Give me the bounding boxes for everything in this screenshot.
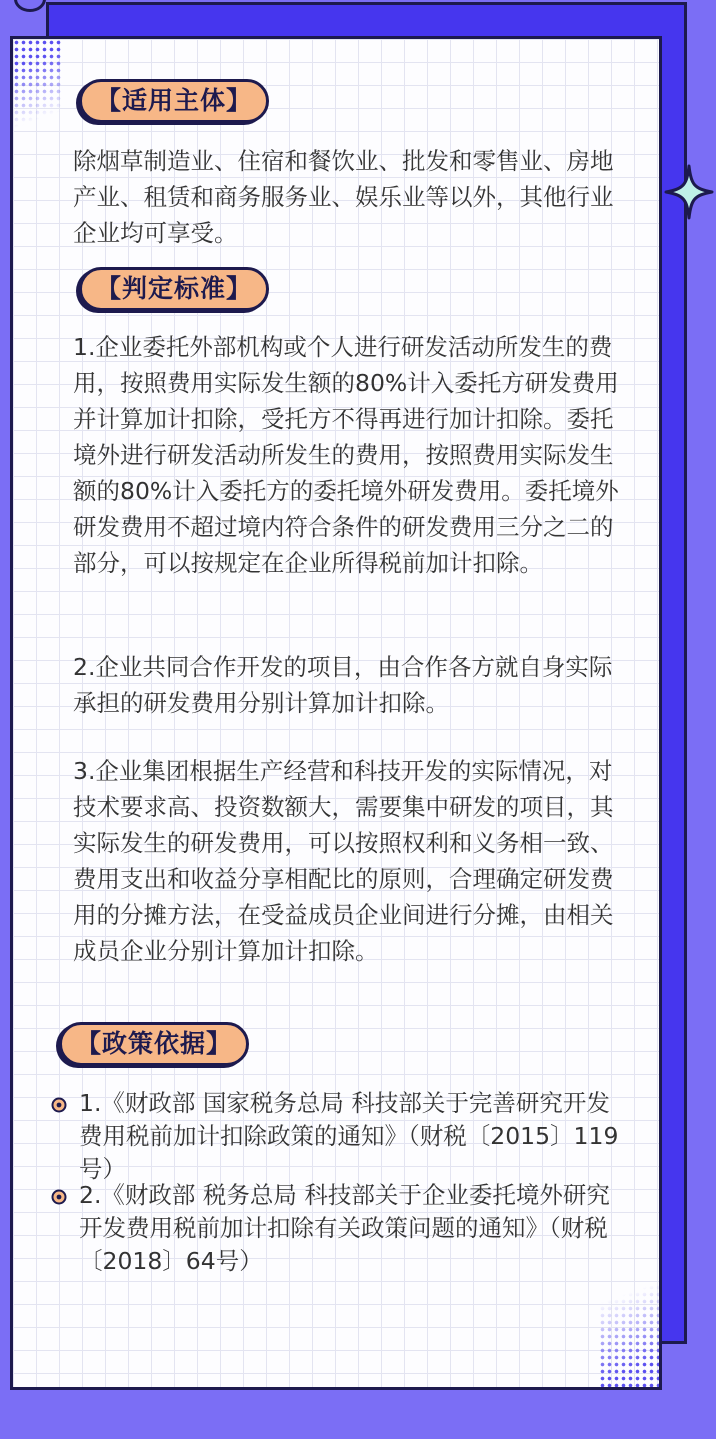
content-card: [10, 36, 662, 1390]
section-title-basis: 【政策依据】: [59, 1022, 249, 1066]
entity-text: 除烟草制造业、住宿和餐饮业、批发和零售业、房地产业、租赁和商务服务业、娱乐业等以外，其他行业企业均可享受。: [73, 147, 614, 247]
section-title-entity: 【适用主体】: [79, 79, 269, 123]
target-bullet-icon: [51, 1097, 67, 1113]
section-title-criteria: 【判定标准】: [79, 267, 269, 311]
basis-item-2: [51, 1179, 631, 1278]
basis-item-text: 2.《财政部 税务总局 科技部关于企业委托境外研究开发费用税前加计扣除有关政策问题的通知》（财税〔2018〕64号）: [79, 1181, 610, 1275]
basis-item-text: 1.《财政部 国家税务总局 科技部关于完善研究开发费用税前加计扣除政策的通知》（财税〔2015〕119号）: [79, 1089, 619, 1183]
dot-pattern-decoration: [13, 39, 61, 134]
dot-pattern-decoration: [599, 1277, 659, 1387]
basis-item-1: [51, 1087, 631, 1186]
top-notch-decoration: [14, 0, 46, 12]
criteria-item-1: 1.企业委托外部机构或个人进行研发活动所发生的费用，按照费用实际发生额的80%计入委托方研发费用并计算加计扣除，受托方不得再进行加计扣除。委托境外进行研发活动所发生的费用，按照费用实际发生额的80%计入委托方的委托境外研发费用。委托境外研发费用不超过境内符合条件的研发费用三分之二的部分，可以按规定在企业所得税前加计扣除。: [73, 333, 619, 577]
criteria-item-3: 3.企业集团根据生产经营和科技开发的实际情况，对技术要求高、投资数额大，需要集中研发的项目，其实际发生的研发费用，可以按照权利和义务相一致、费用支出和收益分享相配比的原则，合理确定研发费用的分摊方法，在受益成员企业间进行分摊，由相关成员企业分别计算加计扣除。: [73, 757, 614, 965]
target-bullet-icon: [51, 1189, 67, 1205]
sparkle-icon: [664, 164, 714, 220]
criteria-item-2: 2.企业共同合作开发的项目，由合作各方就自身实际承担的研发费用分别计算加计扣除。: [73, 653, 613, 717]
